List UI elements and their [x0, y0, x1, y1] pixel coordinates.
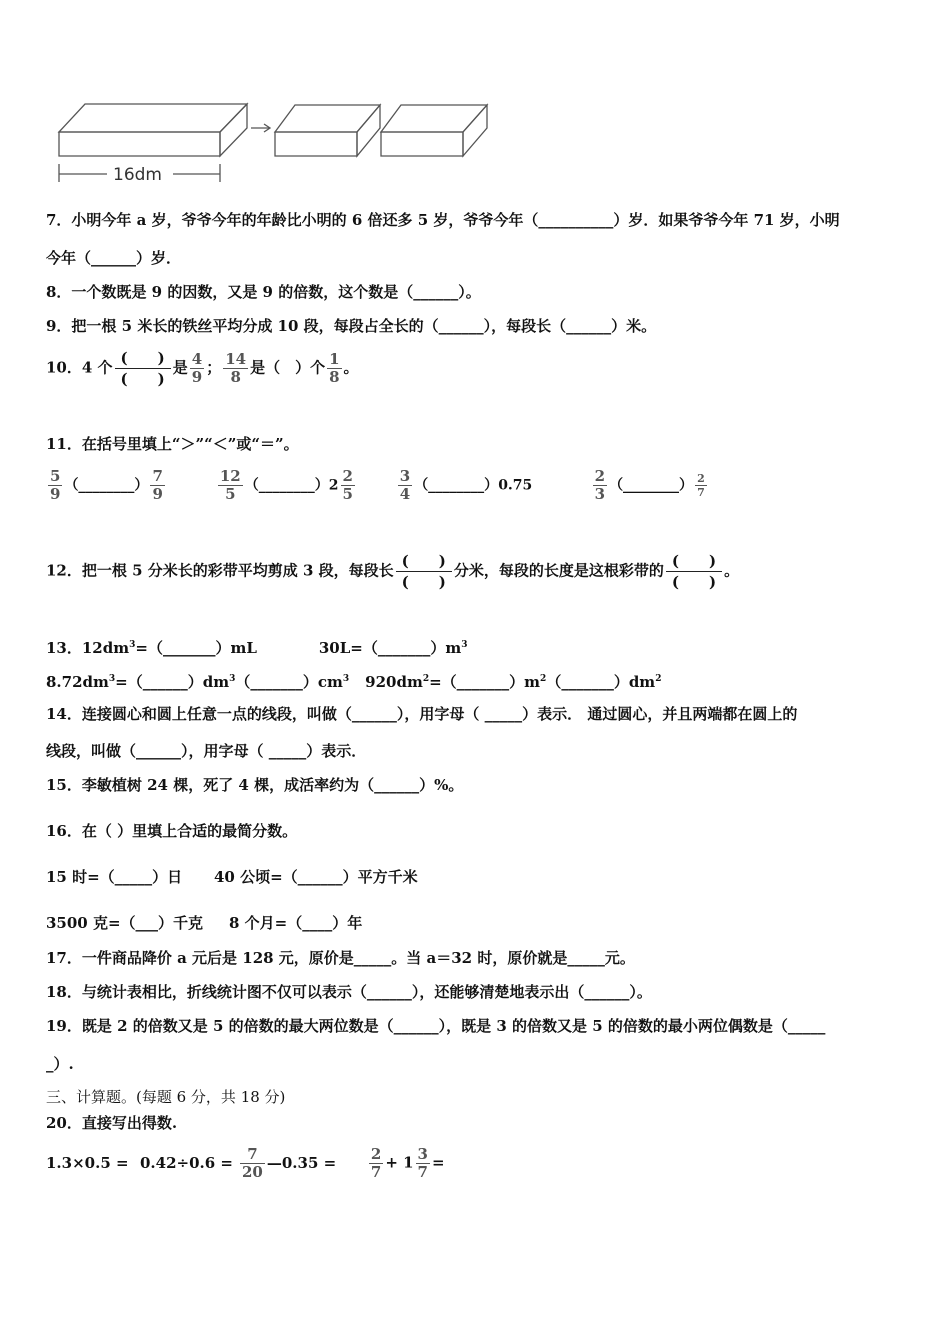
q11-3-a — [398, 468, 412, 503]
q10-f2-den: 8 — [223, 368, 248, 386]
q10-f2-num: 14 — [225, 350, 247, 368]
short-cuboid-2-side — [463, 105, 487, 156]
q11-1-b-den: 9 — [152, 485, 163, 503]
cuboid-figure — [55, 98, 495, 188]
q11-4-b-den: 7 — [697, 486, 705, 499]
q10-blank-den: ( ) — [115, 368, 171, 389]
q20-e4-a-den: 7 — [370, 1163, 382, 1181]
q11-4-blank: （________） — [609, 477, 694, 494]
section-3-heading: 三、计算题。(每题 6 分，共 18 分) — [46, 1088, 286, 1106]
q12-prefix: 12．把一根 5 分米长的彩带平均剪成 3 段，每段长 — [46, 561, 394, 580]
question-10 — [46, 348, 359, 389]
q11-item-1 — [46, 468, 211, 503]
q11-3-a-den: 4 — [399, 485, 411, 503]
q10-is-1: 是 — [172, 358, 188, 377]
q12-mid: 分米，每段的长度是这根彩带的 — [453, 561, 664, 580]
q11-1-a-den: 9 — [50, 485, 61, 503]
question-13-row-1 — [46, 635, 468, 658]
question-18: 18．与统计表相比，折线统计图不仅可以表示（______），还能够清楚地表示出（______）。 — [46, 983, 652, 1001]
question-9: 9．把一根 5 米长的铁丝平均分成 10 段，每段占全长的（______），每段长（______）米。 — [46, 317, 657, 335]
q20-e3-den: 20 — [242, 1163, 263, 1181]
q11-item-2 — [216, 468, 391, 503]
q11-item-3 — [396, 468, 586, 503]
q13-d2: =（_______）m — [429, 673, 541, 691]
short-cuboid-1-front — [275, 132, 357, 156]
q11-1-a — [48, 468, 62, 503]
q13-c3-sup: 3 — [342, 674, 350, 684]
q11-3-blank: （________） — [414, 477, 499, 494]
q20-e4-b-den: 7 — [417, 1163, 428, 1181]
q10-blank-num: ( ) — [120, 349, 165, 367]
q12-f1-den: ( ) — [396, 571, 452, 592]
dimension-label: 16dm — [113, 165, 162, 185]
q11-3-b-value: 0.75 — [498, 477, 533, 494]
q13-d3: （_______）dm — [546, 673, 656, 691]
q12-fraction-1 — [396, 551, 452, 592]
long-cuboid-side — [220, 104, 247, 156]
q13-c-sup: 3 — [108, 674, 116, 684]
q11-2-a-den: 5 — [218, 485, 243, 503]
long-cuboid-front — [59, 132, 220, 156]
q10-fraction-1 — [190, 351, 204, 386]
q16-r1a: 15 时=（_____）日 — [46, 868, 183, 886]
question-7-line-2: 今年（______）岁． — [46, 249, 182, 267]
q16-r2b: 8 个月=（____）年 — [229, 914, 363, 932]
short-cuboid-1-top — [275, 105, 380, 132]
question-16: 16．在（ ）里填上合适的最简分数。 — [46, 822, 298, 840]
q13-c2-sup: 3 — [229, 674, 236, 684]
q12-fraction-2 — [666, 551, 722, 592]
q20-e3-rest: —0.35 = — [266, 1153, 337, 1172]
q20-e3-num: 7 — [247, 1145, 258, 1163]
q13-a2: =（_______）mL — [135, 639, 257, 657]
short-cuboid-2-top — [381, 105, 487, 132]
q13-d3-sup: 2 — [655, 674, 662, 684]
q20-e3-fraction — [240, 1146, 265, 1181]
q12-end: 。 — [724, 561, 740, 580]
question-13-row-2 — [46, 669, 661, 692]
q13-d2-sup: 2 — [540, 674, 547, 684]
long-cuboid-top — [59, 104, 247, 132]
q13-b: 30L=（_______）m — [318, 639, 462, 657]
q11-4-b — [695, 472, 707, 499]
q10-blank-fraction — [115, 348, 171, 389]
q20-e1: 1.3×0.5 = — [46, 1153, 129, 1172]
q13-b-sup: 3 — [461, 640, 468, 650]
q20-e4-b-num: 3 — [417, 1145, 428, 1163]
q20-e4-eq: = — [431, 1153, 445, 1172]
q11-2-a-num: 12 — [219, 467, 241, 485]
q11-1-blank: （________） — [64, 477, 149, 494]
q11-2-b-num: 2 — [342, 467, 353, 485]
q11-1-b — [150, 468, 164, 503]
q12-f2-den: ( ) — [666, 571, 722, 592]
q11-4-b-num: 2 — [697, 472, 705, 485]
q10-fraction-3 — [327, 351, 341, 386]
q10-f3-den: 8 — [329, 368, 340, 386]
question-19-line-2: _）. — [46, 1055, 74, 1073]
q10-semicolon: ； — [206, 358, 222, 377]
q11-2-b-den: 5 — [342, 485, 353, 503]
q11-2-blank: （________） — [244, 477, 329, 494]
question-20: 20．直接写出得数. — [46, 1114, 178, 1132]
q11-compare-row — [46, 468, 709, 503]
short-cuboid-2-front — [381, 132, 463, 156]
q11-3-a-num: 3 — [399, 467, 411, 485]
question-17: 17．一件商品降价 a 元后是 128 元，原价是_____。当 a＝32 时，原价就是_____元。 — [46, 949, 635, 967]
q13-c: 8.72dm — [46, 673, 109, 691]
q10-is-2: 是（ ）个 — [250, 358, 326, 377]
q20-e4-plus: + 1 — [385, 1153, 414, 1172]
question-8: 8．一个数既是 9 的因数，又是 9 的倍数，这个数是（______）。 — [46, 283, 481, 301]
q13-c2: =（______）dm — [115, 673, 230, 691]
question-11: 11．在括号里填上“＞”“＜”或“＝”。 — [46, 435, 299, 453]
q12-f2-num: ( ) — [671, 552, 717, 570]
q13-d: 920dm — [365, 673, 423, 691]
question-12 — [46, 551, 739, 592]
q10-f3-num: 1 — [329, 350, 340, 368]
q10-f1-num: 4 — [191, 350, 203, 368]
q11-1-a-num: 5 — [50, 467, 61, 485]
question-14-line-2: 线段，叫做（______），用字母（ _____）表示． — [46, 742, 367, 760]
q10-fraction-2 — [223, 351, 248, 386]
q11-2-a — [218, 468, 243, 503]
q13-a-sup: 3 — [129, 640, 136, 650]
q11-2-b-whole: 2 — [328, 477, 339, 494]
q10-prefix: 10．4 个 — [46, 358, 113, 377]
q20-e2: 0.42÷0.6 = — [140, 1153, 233, 1172]
q11-1-b-num: 7 — [152, 467, 163, 485]
q11-4-a — [593, 468, 607, 503]
q16-r1b: 40 公顷=（______）平方千米 — [214, 868, 418, 886]
q20-e4-fraction-a — [369, 1146, 383, 1181]
q11-4-a-den: 3 — [594, 485, 606, 503]
q16-r2a: 3500 克=（___）千克 — [46, 914, 204, 932]
question-19-line-1: 19．既是 2 的倍数又是 5 的倍数的最大两位数是（______），既是 3 的倍数又是 5 的倍数的最小两位偶数是（_____ — [46, 1017, 826, 1035]
question-14-line-1: 14．连接圆心和圆上任意一点的线段，叫做（______），用字母（ _____）表示． 通过圆心，并且两端都在圆上的 — [46, 705, 798, 723]
q16-row-1 — [46, 867, 418, 887]
short-cuboid-1-side — [357, 105, 380, 156]
q11-item-4 — [591, 468, 709, 503]
q20-e4-fraction-b — [416, 1146, 430, 1181]
q11-2-b — [341, 468, 355, 503]
q20-expressions — [46, 1146, 445, 1181]
q10-end: 。 — [343, 358, 359, 377]
q13-c3: （_______）cm — [235, 673, 343, 691]
q11-4-a-num: 2 — [594, 467, 606, 485]
question-15: 15．李敏植树 24 棵，死了 4 棵，成活率约为（______）%。 — [46, 776, 464, 794]
q12-f1-num: ( ) — [401, 552, 446, 570]
q20-e4-a-num: 2 — [370, 1145, 382, 1163]
q13-d-sup: 2 — [422, 674, 430, 684]
q13-a: 13．12dm — [46, 639, 130, 657]
question-7-line-1: 7．小明今年 a 岁，爷爷今年的年龄比小明的 6 倍还多 5 岁，爷爷今年（__________）岁．如果爷爷今年 71 岁，小明 — [46, 211, 840, 229]
q16-row-2 — [46, 913, 362, 933]
q10-f1-den: 9 — [191, 368, 203, 386]
